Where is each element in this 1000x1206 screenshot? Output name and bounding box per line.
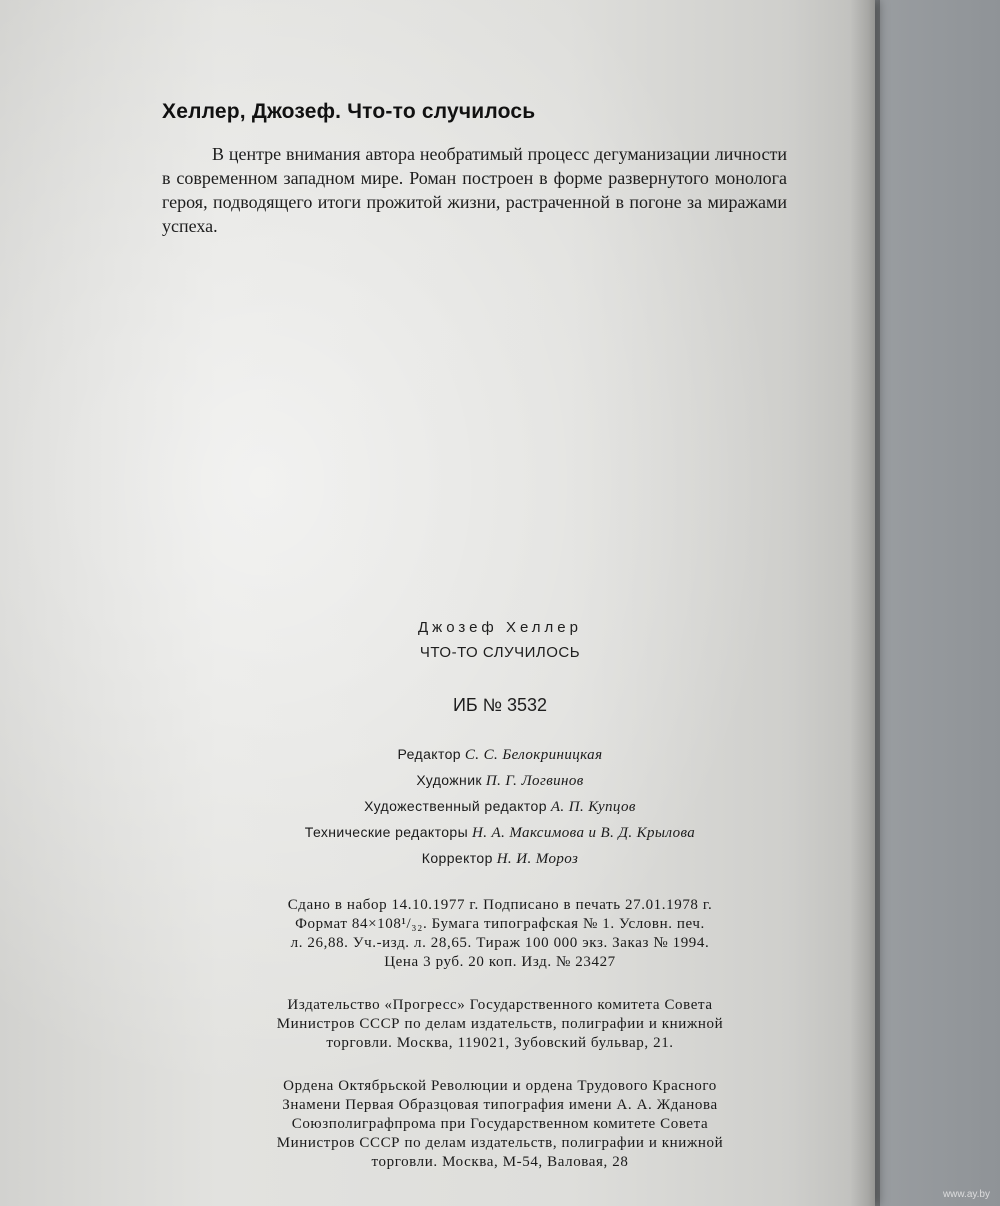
imprint-author: Джозеф Хеллер [418,619,582,636]
publisher-info [180,996,820,1053]
credit-role: Художественный редактор [364,798,547,814]
publisher-line: торговли. Москва, 119021, Зубовский бульвар, 21. [326,1035,674,1051]
ib-number: ИБ № 3532 [452,695,548,715]
printer-line: торговли. Москва, М-54, Валовая, 28 [371,1154,629,1170]
printer-line: Знамени Первая Образцовая типография имени А. А. Жданова [282,1097,718,1113]
annotation-title: Хеллер, Джозеф. Что-то случилось [162,100,536,123]
page-edge-shadow [850,0,880,1206]
credit-person: А. П. Купцов [550,799,636,815]
printer-line: Союзполиграфпрома при Государственном комитете Совета [291,1116,709,1132]
print-details-line: Сдано в набор 14.10.1977 г. Подписано в печать 27.01.1978 г. [287,897,713,913]
site-watermark: www.ay.by [942,1189,990,1200]
imprint-block [180,615,820,1172]
print-details-line: Формат 84×108¹/₃₂. Бумага типографская № 1. Условн. печ. [295,916,705,932]
credit-editor [180,742,820,768]
credit-person: Н. И. Мороз [496,851,579,867]
credit-tech-editors [180,820,820,846]
credit-role: Корректор [421,850,493,866]
credit-person: П. Г. Логвинов [485,773,584,789]
credit-person: С. С. Белокриницкая [464,747,603,763]
print-details-line: Цена 3 руб. 20 коп. Изд. № 23427 [384,954,616,970]
credit-art-editor [180,794,820,820]
printer-line: Ордена Октябрьской Революции и ордена Трудового Красного [283,1078,717,1094]
credit-person: Н. А. Максимова и В. Д. Крылова [471,825,696,841]
credit-artist [180,768,820,794]
credit-role: Технические редакторы [304,824,469,840]
printer-line: Министров СССР по делам издательств, полиграфии и книжной [276,1135,724,1151]
credits-list [180,742,820,872]
print-details-line: л. 26,88. Уч.-изд. л. 28,65. Тираж 100 000 экз. Заказ № 1994. [290,935,710,951]
credit-proofreader [180,846,820,872]
credit-role: Художник [416,772,482,788]
print-details [180,896,820,972]
credit-role: Редактор [397,746,461,762]
publisher-line: Министров СССР по делам издательств, полиграфии и книжной [276,1016,724,1032]
annotation-text: В центре внимания автора необратимый процесс дегуманизации личности в современном западном мире. Роман построен в форме развернутого монолога героя, подводящего итоги прожитой жизни, растраченной в погоне за миражами успеха. [162,144,787,236]
annotation-block [162,100,787,238]
printer-info [180,1077,820,1172]
imprint-title: ЧТО-ТО СЛУЧИЛОСЬ [419,644,581,661]
publisher-line: Издательство «Прогресс» Государственного комитета Совета [287,997,713,1013]
